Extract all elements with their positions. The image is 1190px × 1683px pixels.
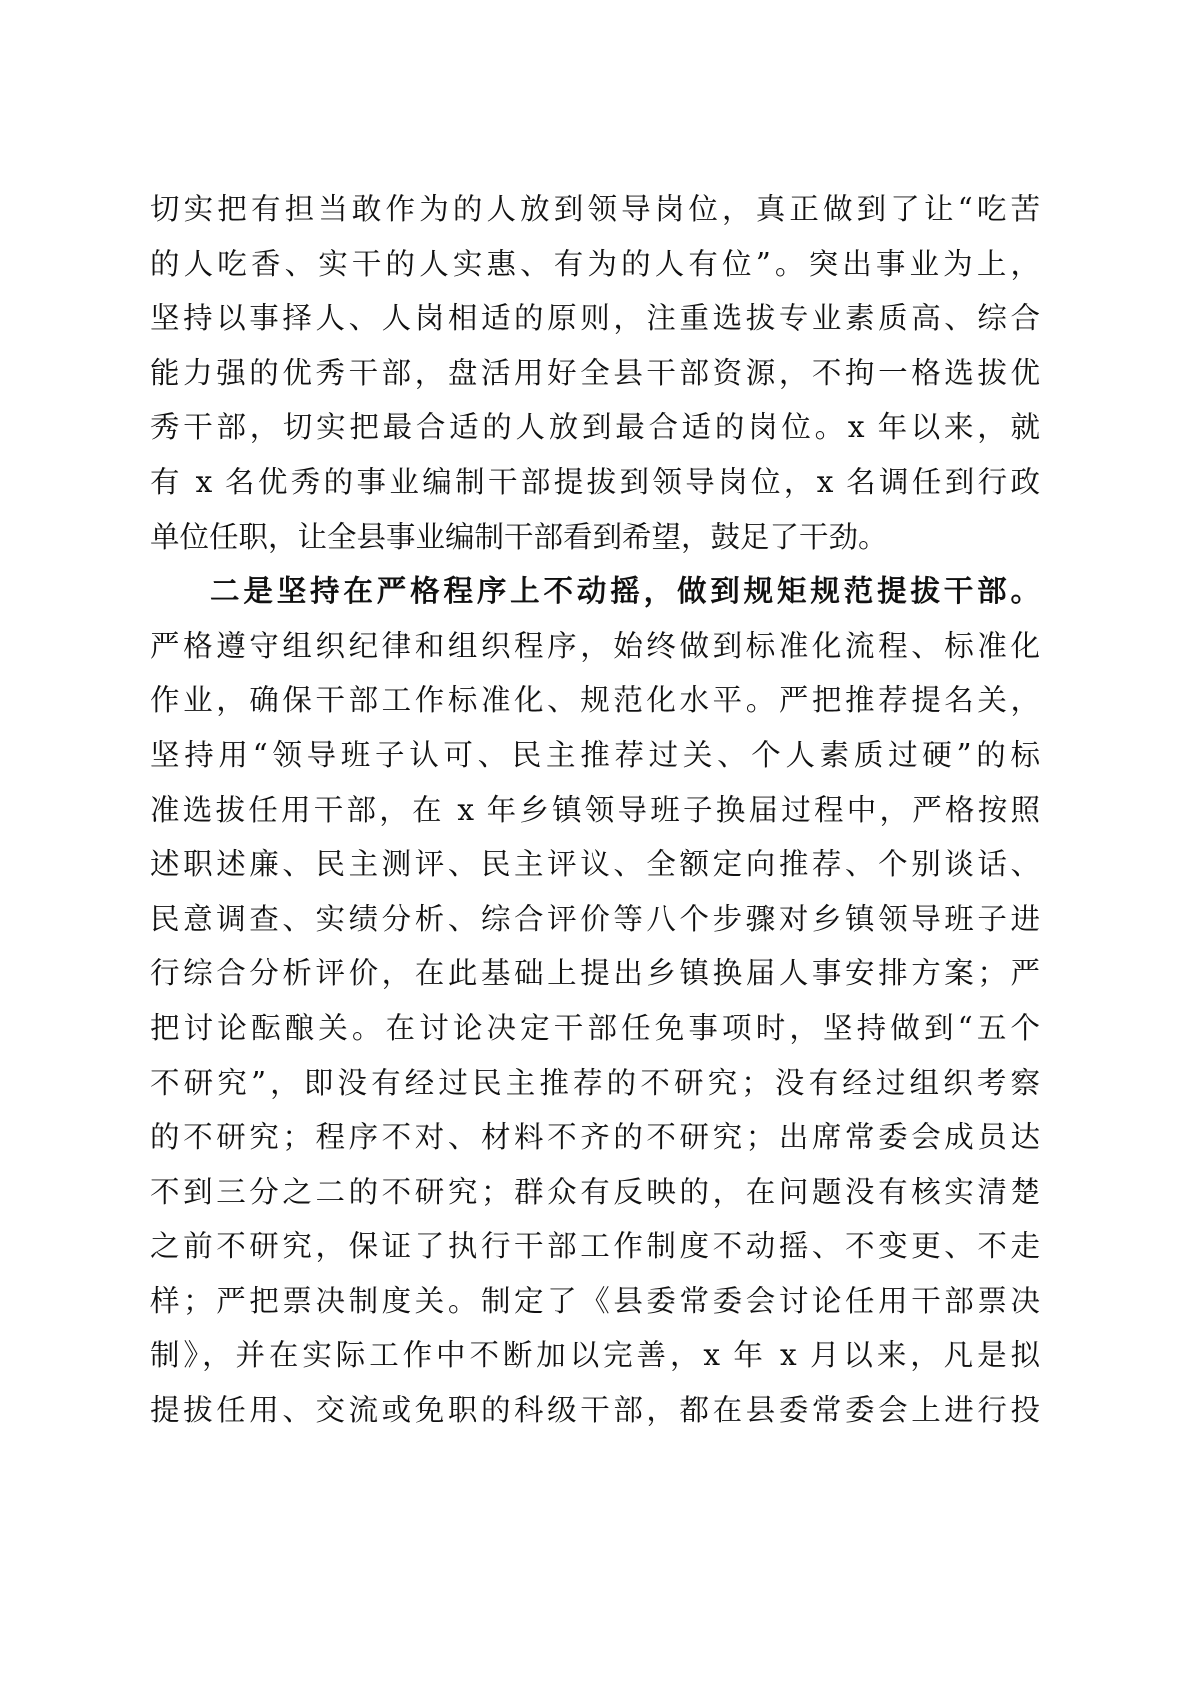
body-line: 的不研究；程序不对、材料不齐的不研究；出席常委会成员达 bbox=[150, 1120, 1040, 1155]
body-line: 行综合分析评价，在此基础上提出乡镇换届人事安排方案；严 bbox=[150, 956, 1040, 991]
body-line: 秀干部，切实把最合适的人放到最合适的岗位。x 年以来，就 bbox=[150, 410, 1040, 445]
body-line: 严格遵守组织纪律和组织程序，始终做到标准化流程、标准化 bbox=[150, 628, 1040, 663]
body-line: 作业，确保干部工作标准化、规范化水平。严把推荐提名关， bbox=[150, 683, 1040, 718]
document-body bbox=[150, 182, 1040, 1438]
body-line: 坚持以事择人、人岗相适的原则，注重选拔专业素质高、综合 bbox=[150, 301, 1040, 336]
body-line: 不到三分之二的不研究；群众有反映的，在问题没有核实清楚 bbox=[150, 1174, 1040, 1209]
body-line: 把讨论酝酿关。在讨论决定干部任免事项时，坚持做到“五个 bbox=[150, 1010, 1040, 1045]
body-line: 单位任职，让全县事业编制干部看到希望，鼓足了干劲。 bbox=[150, 519, 888, 554]
section-heading: 二是坚持在严格程序上不动摇，做到规矩规范提拔干部。 bbox=[210, 573, 1040, 609]
body-line: 述职述廉、民主测评、民主评议、全额定向推荐、个别谈话、 bbox=[150, 847, 1040, 882]
body-line: 民意调查、实绩分析、综合评价等八个步骤对乡镇领导班子进 bbox=[150, 901, 1040, 936]
body-line: 不研究”，即没有经过民主推荐的不研究；没有经过组织考察 bbox=[150, 1065, 1040, 1100]
body-line: 能力强的优秀干部，盘活用好全县干部资源，不拘一格选拔优 bbox=[150, 355, 1040, 390]
body-line: 切实把有担当敢作为的人放到领导岗位，真正做到了让“吃苦 bbox=[150, 192, 1040, 226]
body-line: 的人吃香、实干的人实惠、有为的人有位”。突出事业为上， bbox=[150, 246, 1040, 281]
body-line: 坚持用“领导班子认可、民主推荐过关、个人素质过硬”的标 bbox=[150, 737, 1040, 772]
body-line: 样；严把票决制度关。制定了《县委常委会讨论任用干部票决 bbox=[150, 1283, 1040, 1318]
body-line: 提拔任用、交流或免职的科级干部，都在县委常委会上进行投 bbox=[150, 1393, 1040, 1428]
body-line: 准选拔任用干部，在 x 年乡镇领导班子换届过程中，严格按照 bbox=[150, 792, 1040, 827]
body-line: 制》，并在实际工作中不断加以完善，x 年 x 月以来，凡是拟 bbox=[150, 1338, 1040, 1373]
body-line: 之前不研究，保证了执行干部工作制度不动摇、不变更、不走 bbox=[150, 1229, 1040, 1264]
body-line: 有 x 名优秀的事业编制干部提拔到领导岗位，x 名调任到行政 bbox=[150, 464, 1040, 499]
